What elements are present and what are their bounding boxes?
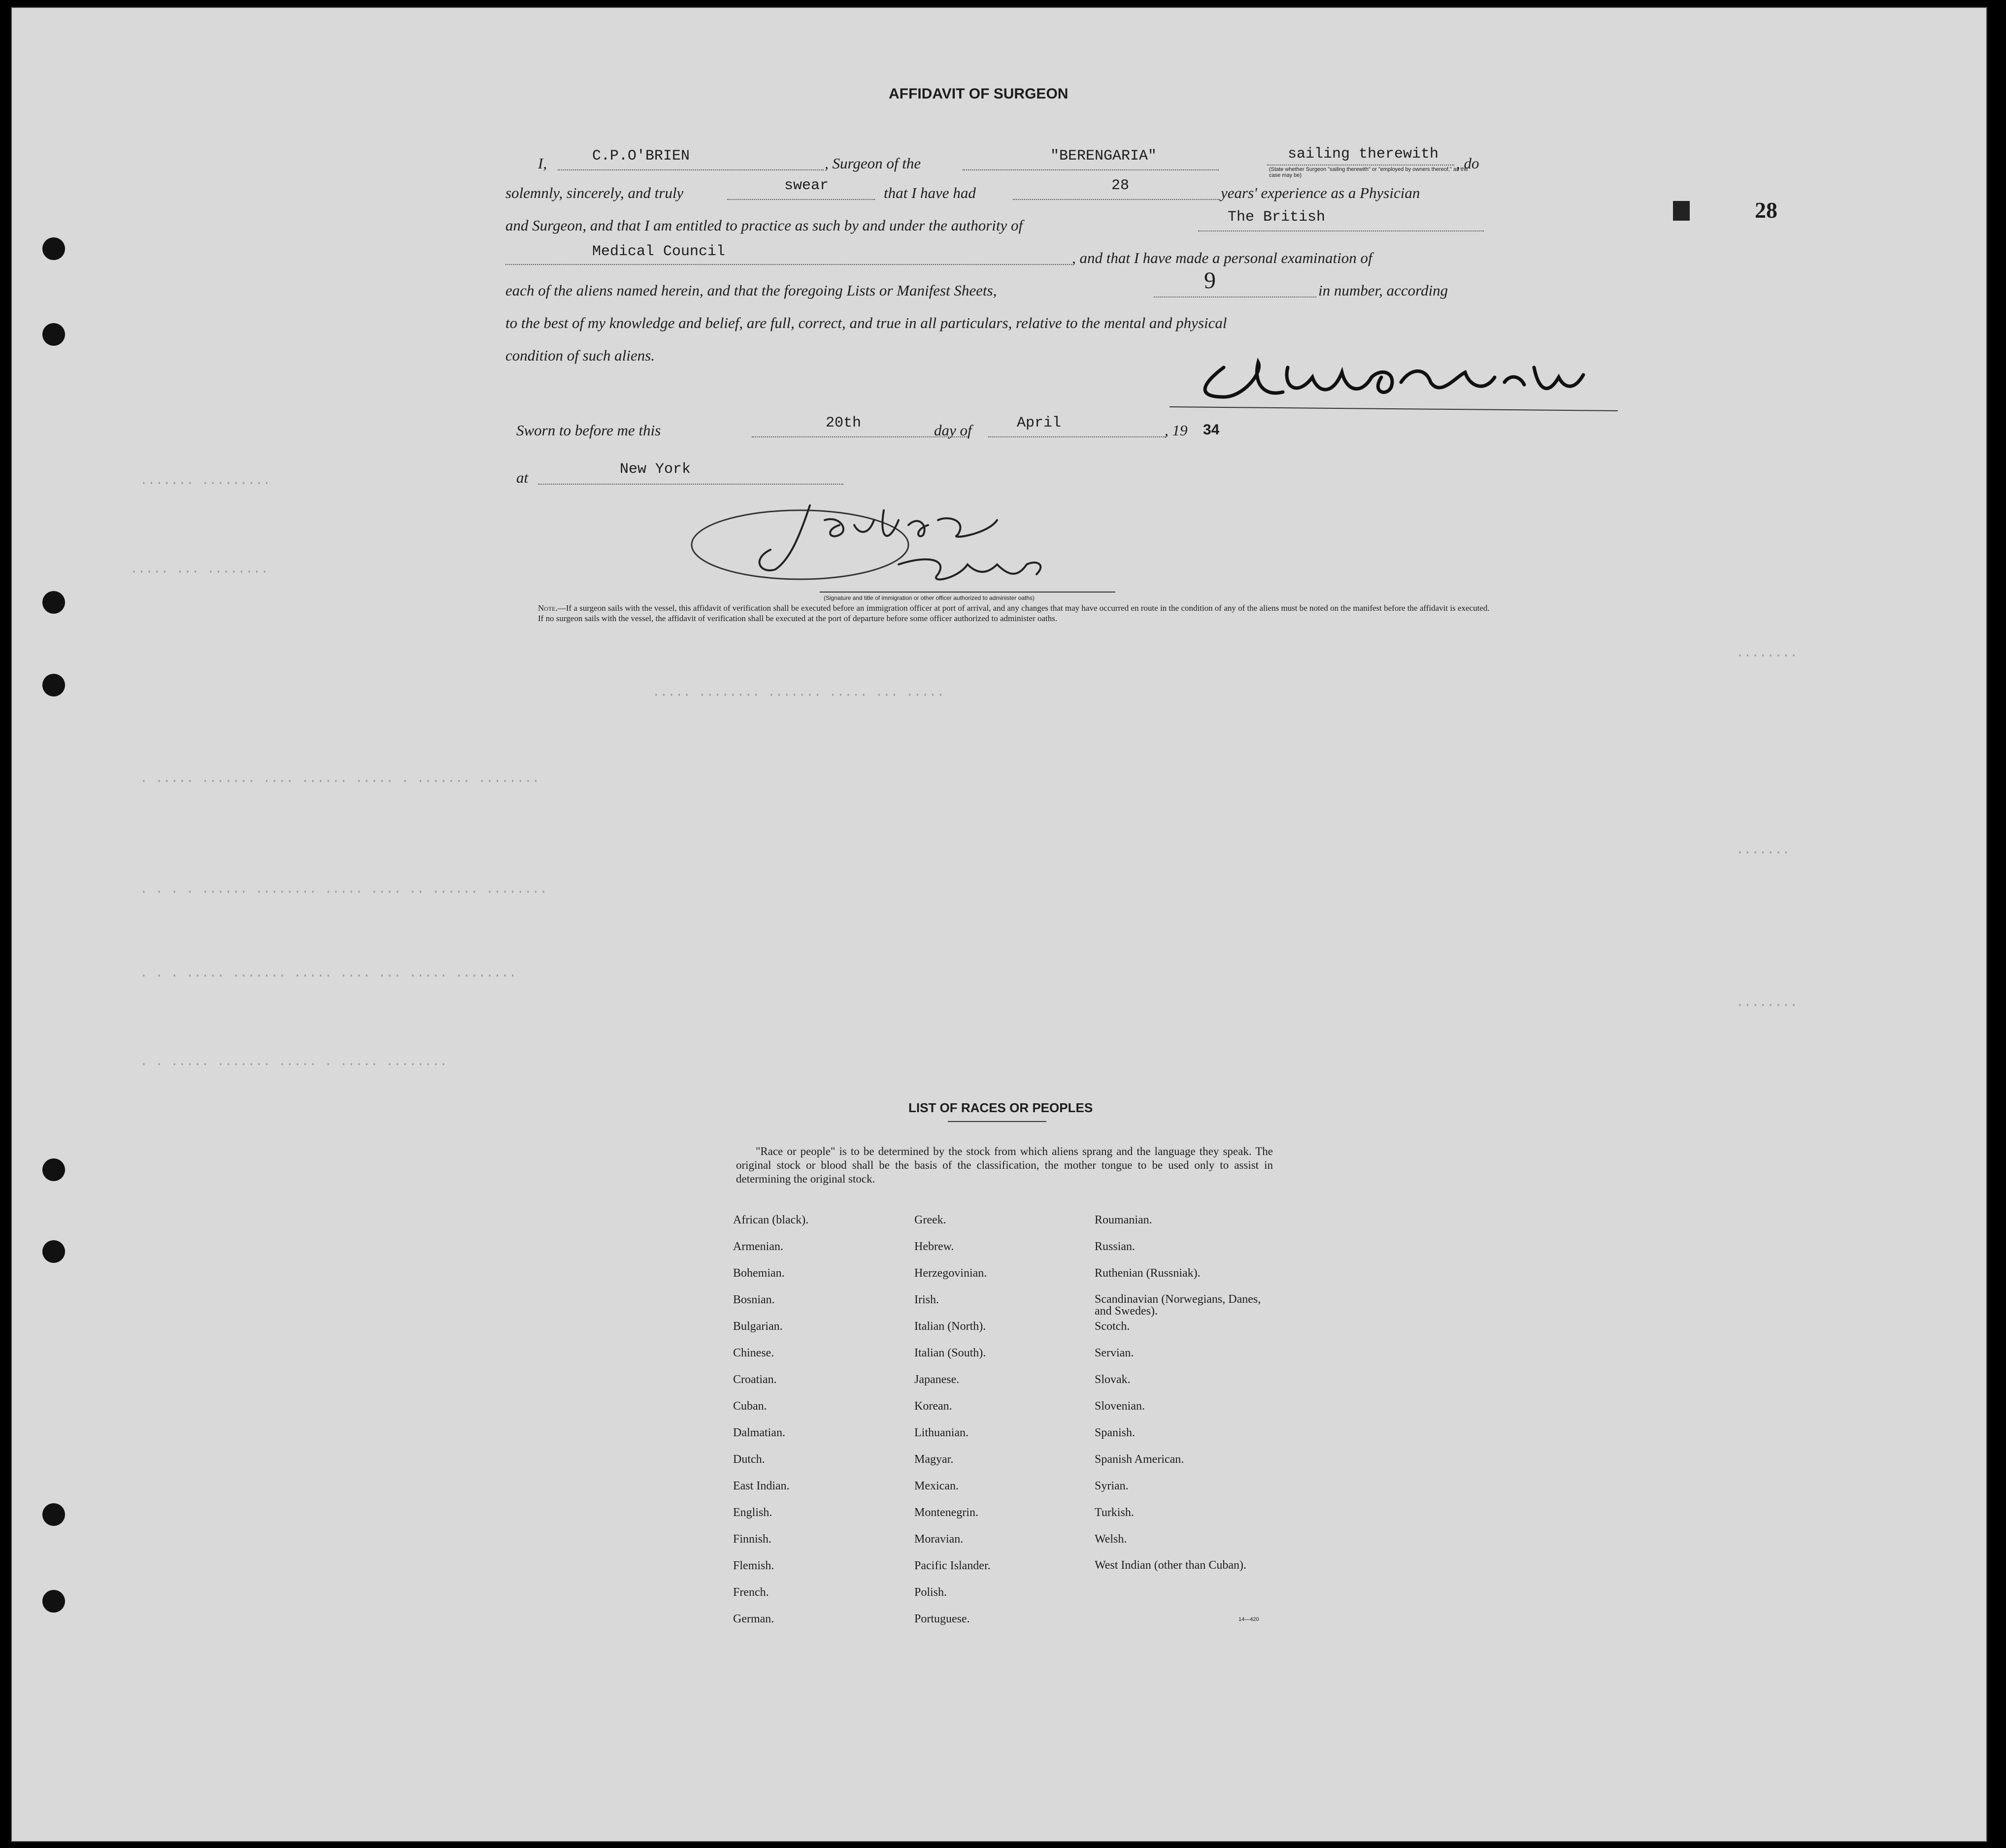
race-entry: Pacific Islander. [914,1559,991,1572]
punch-hole [42,1158,65,1181]
authority-line1: The British [1228,209,1326,226]
race-entry: Roumanian. [1095,1214,1152,1226]
ship-name: "BERENGARIA" [1050,148,1157,165]
race-entry: Armenian. [733,1240,783,1253]
race-entry: French. [733,1586,769,1599]
race-entry: Slovak. [1095,1373,1131,1386]
title-underline [948,1121,1046,1122]
race-entry: Finnish. [733,1533,772,1546]
at-label: at [516,469,529,486]
race-entry: Mexican. [914,1480,959,1492]
race-entry: Scandinavian (Norwegians, Danes, and Swedes). [1095,1293,1261,1318]
line4-end: , and that I have made a personal examination of [1072,249,1372,266]
surgeon-name: C.P.O'BRIEN [592,148,690,165]
race-entry: Servian. [1095,1347,1134,1359]
race-entry: Greek. [914,1214,946,1226]
race-entry: Flemish. [733,1559,774,1572]
officer-caption: (Signature and title of immigration or other officer authorized to administer oaths) [824,594,1035,601]
race-entry: Spanish. [1095,1426,1136,1439]
note-paragraph-2: If no surgeon sails with the vessel, the affidavit of verification shall be executed at the port of departure before some officer authorized to administer oaths. [538,614,1058,623]
race-entry: Bosnian. [733,1293,775,1306]
officer-signature [692,491,1125,609]
punch-hole [42,1503,65,1526]
sheet-count: 9 [1204,267,1216,294]
race-entry: Montenegrin. [914,1506,978,1519]
day-of-label: day of [934,422,972,439]
sworn-day: 20th [826,415,862,431]
race-entry: East Indian. [733,1480,790,1492]
manifest-sheet: ········· ······· ········ ··· ····· ····· ··· ····· ······· ········ ····· ········ ······· · ····· ······ ···· ······· ····· · ········ ······ ·· ···· ····· ········ ······ · · · · ········ ····· ··· ···· ····· ······· ····· · · · ········ ····· · ····· ······· ····· · · ········ ······· ········ 28 AFFIDAVIT OF SURGEON I, C.P.O'BRIEN , Surgeon of the "BERENGARIA" sailing therewith , do (State whether Surgeon "sailing therewith" or "employed by owners thereof," as the case may be) solemnly, sincerely, and truly swear that I have had 28 years' experience as a Physician and Surgeon, and that I am entitled to practice as such by and under the authority of The British Medical Council , and that I have made a personal examination of each of the aliens named herein, and that the foregoing Lists or Manifest Sheets, 9 in number, according to the best of my knowledge and belief, are full, correct, and true in all particulars, relative to the mental and physical condition of such aliens. Sworn to before me this 20th day of April , 19 34 at New York (Signature and title of immigration or other officer authorized to administer oaths) Note.—If a surgeon sails with the vessel, this affidavit of verification shall be executed before an immigration officer at port of arrival, and any changes that may have occurred en route in the condition of any of the aliens must be noted on the manifest before the affidavit is executed. If no surgeon sails with the vessel, the affidavit of verification shall be executed at the port of departure before some officer authorized to administer oaths. LIST OF RACES OR PEOPLES "Race or people" is to be determined by the stock from which aliens sprang and the language they speak. The original stock or blood shall be the basis of the classification, the mother tongue to be used only to assist in determining the original stock. African (black). Armenian. Bohemian. Bosnian. Bulgarian. Chinese. Croatian. Cuban. Dalmatian. Dutch. East Indian. English. Finnish. Flemish. French. German. Greek. Hebrew. Herzegovinian. Irish. Italian (North). Italian (South). Japanese. Korean. Lithuanian. Magyar. Mexican. Montenegrin. Moravian. Pacific Islander. Polish. Portuguese. Roumanian. Russian. Ruthenian (Russniak). Scandinavian (Norwegians, Danes, and Swedes). Scotch. Servian. Slovak. Slovenian. Spanish. Spanish American. Syrian. Turkish. Welsh. West Indian (other than Cuban). 14—420 [11,7,1987,1842]
race-entry: Korean. [914,1400,952,1413]
form-number: 14—420 [1238,1617,1259,1622]
line5-start: each of the aliens named herein, and that the foregoing Lists or Manifest Sheets, [505,282,997,299]
race-entry: Welsh. [1095,1533,1127,1546]
page-stamp [1673,201,1690,221]
race-entry: Spanish American. [1095,1453,1184,1466]
affidavit-note [528,603,1494,624]
authority-line2: Medical Council [592,243,726,260]
punch-hole [42,1590,65,1613]
races-list-title: LIST OF RACES OR PEOPLES [908,1100,1093,1115]
race-entry: German. [733,1613,774,1625]
race-entry: African (black). [733,1214,809,1226]
race-entry: Cuban. [733,1400,767,1413]
race-entry: Italian (South). [914,1347,986,1359]
race-entry: Slovenian. [1095,1400,1145,1413]
year-prefix: , 19 [1165,422,1188,439]
race-entry: Bohemian. [733,1267,785,1280]
line6: to the best of my knowledge and belief, are full, correct, and true in all particulars, relative to the mental and physical [505,314,1227,331]
race-entry: Herzegovinian. [914,1267,987,1280]
line2-end: years' experience as a Physician [1221,184,1420,201]
sworn-month: April [1017,415,1062,431]
oath-word: swear [784,177,829,194]
punch-hole [42,323,65,346]
races-column-1 [733,1214,808,1639]
race-entry: Moravian. [914,1533,964,1546]
race-entry: West Indian (other than Cuban). [1095,1559,1246,1572]
races-column-3 [1095,1214,1272,1586]
race-entry: Japanese. [914,1373,960,1386]
sailing-note: (State whether Surgeon "sailing therewith" or "employed by owners thereof," as the case may be) [1269,166,1468,178]
race-entry: Portuguese. [914,1613,970,1625]
punch-hole [42,591,65,614]
race-entry: Bulgarian. [733,1320,783,1333]
race-entry: Turkish. [1095,1506,1134,1519]
surgeon-signature [1165,348,1628,412]
location: New York [620,461,691,478]
race-entry: Dalmatian. [733,1426,785,1439]
page-number: 28 [1755,198,1777,223]
line2-start: solemnly, sincerely, and truly [505,184,684,201]
races-intro: "Race or people" is to be determined by the stock from which aliens sprang and the language they speak. The original stock or blood shall be the basis of the classification, the mother tongue to be used only to assist in determining the original stock. [736,1145,1273,1185]
race-entry: Russian. [1095,1240,1136,1253]
race-entry: Irish. [914,1293,939,1306]
do-label: , do [1456,155,1479,172]
race-entry: Syrian. [1095,1480,1129,1492]
race-entry: Polish. [914,1586,947,1599]
race-entry: Italian (North). [914,1320,986,1333]
surgeon-of-label: , Surgeon of the [825,155,921,172]
race-entry: Magyar. [914,1453,954,1466]
punch-hole [42,237,65,260]
sworn-year: 34 [1203,422,1220,438]
note-paragraph-1: —If a surgeon sails with the vessel, this affidavit of verification shall be executed before an immigration officer at port of arrival, and any changes that may have occurred en route in the condition of any of the aliens must be noted on the manifest before the affidavit is executed. [557,603,1490,613]
years-experience: 28 [1111,177,1130,194]
i-label: I, [538,155,547,172]
race-entry: Croatian. [733,1373,777,1386]
race-entry: Chinese. [733,1347,774,1359]
race-entry: Lithuanian. [914,1426,969,1439]
line5-end: in number, according [1318,282,1448,299]
line3-start: and Surgeon, and that I am entitled to practice as such by and under the authority of [505,217,1023,234]
punch-hole [42,1240,65,1263]
sailing-status: sailing therewith [1288,146,1439,163]
punch-hole [42,674,65,696]
line2-mid: that I have had [884,184,976,201]
race-entry: English. [733,1506,772,1519]
race-entry: Ruthenian (Russniak). [1095,1267,1201,1280]
race-entry: Dutch. [733,1453,765,1466]
note-lead: Note. [538,603,558,613]
races-column-2 [914,1214,991,1639]
race-entry: Hebrew. [914,1240,954,1253]
sworn-label: Sworn to before me this [516,422,661,439]
affidavit-title: AFFIDAVIT OF SURGEON [889,86,1069,102]
line7: condition of such aliens. [505,347,655,364]
race-entry: Scotch. [1095,1320,1130,1333]
